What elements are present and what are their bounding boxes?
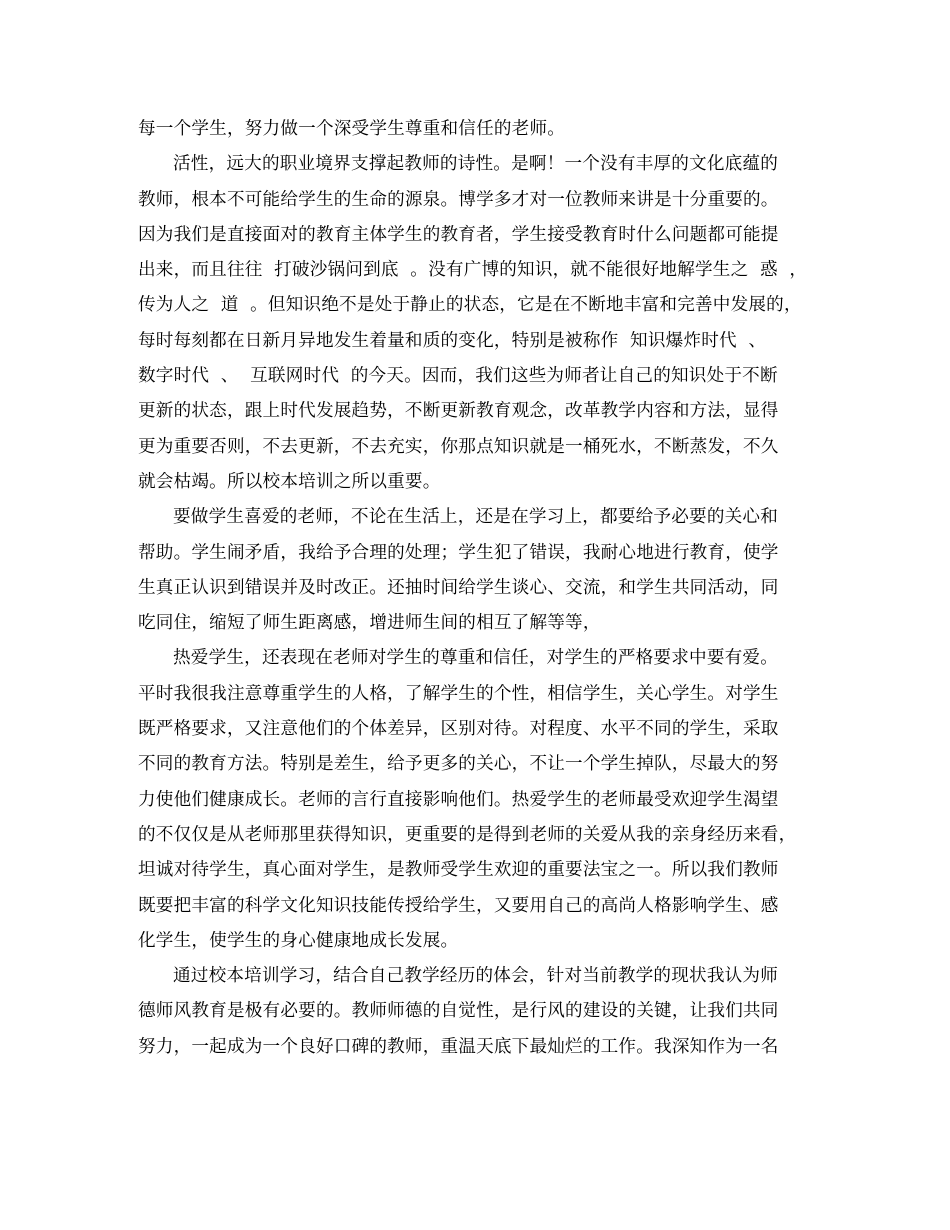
text-line: 吃同住，缩短了师生距离感，增进师生间的相互了解等等， xyxy=(138,613,601,634)
text-line: 就会枯竭。所以校本培训之所以重要。 xyxy=(138,471,441,492)
text-line: 每时每刻都在日新月异地发生着量和质的变化，特别是被称作 知识爆炸时代 、 xyxy=(138,330,767,351)
text-line: 力使他们健康成长。老师的言行直接影响他们。热爱学生的老师最受欢迎学生渴望 xyxy=(138,789,779,810)
text-line: 更为重要否则，不去更新，不去充实，你那点知识就是一桶死水，不断蒸发，不久 xyxy=(138,436,779,457)
text-line: 传为人之 道 。但知识绝不是处于静止的状态，它是在不断地丰富和完善中发展的， xyxy=(138,295,802,316)
paragraph-start-line: 要做学生喜爱的老师，不论在生活上，还是在学习上，都要给予必要的关心和 xyxy=(173,507,778,528)
text-line: 平时我很我注意尊重学生的人格，了解学生的个性，相信学生，关心学生。对学生 xyxy=(138,683,779,704)
text-line: 教师，根本不可能给学生的生命的源泉。博学多才对一位教师来讲是十分重要的。 xyxy=(138,189,779,210)
text-line: 更新的状态，跟上时代发展趋势，不断更新教育观念，改革教学内容和方法，显得 xyxy=(138,401,779,422)
text-line: 坦诚对待学生，真心面对学生，是教师受学生欢迎的重要法宝之一。所以我们教师 xyxy=(138,860,779,881)
text-line: 出来，而且往往 打破沙锅问到底 。没有广博的知识，就不能很好地解学生之 惑 ， xyxy=(138,260,808,281)
text-line: 每一个学生，努力做一个深受学生尊重和信任的老师。 xyxy=(138,119,566,139)
document-body xyxy=(138,112,828,1065)
text-line: 帮助。学生闹矛盾，我给予合理的处理；学生犯了错误，我耐心地进行教育，使学 xyxy=(138,542,779,563)
text-line: 既严格要求，又注意他们的个体差异，区别对待。对程度、水平不同的学生，采取 xyxy=(138,719,779,740)
paragraph-start-line: 通过校本培训学习，结合自己教学经历的体会，针对当前教学的现状我认为师 xyxy=(173,966,778,987)
text-line: 因为我们是直接面对的教育主体学生的教育者，学生接受教育时什么问题都可能提 xyxy=(138,224,779,245)
text-line: 生真正认识到错误并及时改正。还抽时间给学生谈心、交流，和学生共同活动，同 xyxy=(138,577,779,598)
text-line: 努力，一起成为一个良好口碑的教师，重温天底下最灿烂的工作。我深知作为一名 xyxy=(138,1036,779,1057)
text-line: 既要把丰富的科学文化知识技能传授给学生，又要用自己的高尚人格影响学生、感 xyxy=(138,895,779,916)
text-line: 化学生，使学生的身心健康地成长发展。 xyxy=(138,930,459,951)
text-line: 的不仅仅是从老师那里获得知识，更重要的是得到老师的关爱从我的亲身经历来看， xyxy=(138,824,797,845)
paragraph-start-line: 热爱学生，还表现在老师对学生的尊重和信任，对学生的严格要求中要有爱。 xyxy=(173,648,778,669)
text-line: 德师风教育是极有必要的。教师师德的自觉性，是行风的建设的关键，让我们共同 xyxy=(138,1001,779,1022)
text-line: 不同的教育方法。特别是差生，给予更多的关心，不让一个学生掉队，尽最大的努 xyxy=(138,754,779,775)
text-line: 数字时代 、 互联网时代 的今天。因而，我们这些为师者让自己的知识处于不断 xyxy=(138,366,778,387)
paragraph-start-line: 活性，远大的职业境界支撑起教师的诗性。是啊！一个没有丰厚的文化底蕴的 xyxy=(173,154,778,175)
